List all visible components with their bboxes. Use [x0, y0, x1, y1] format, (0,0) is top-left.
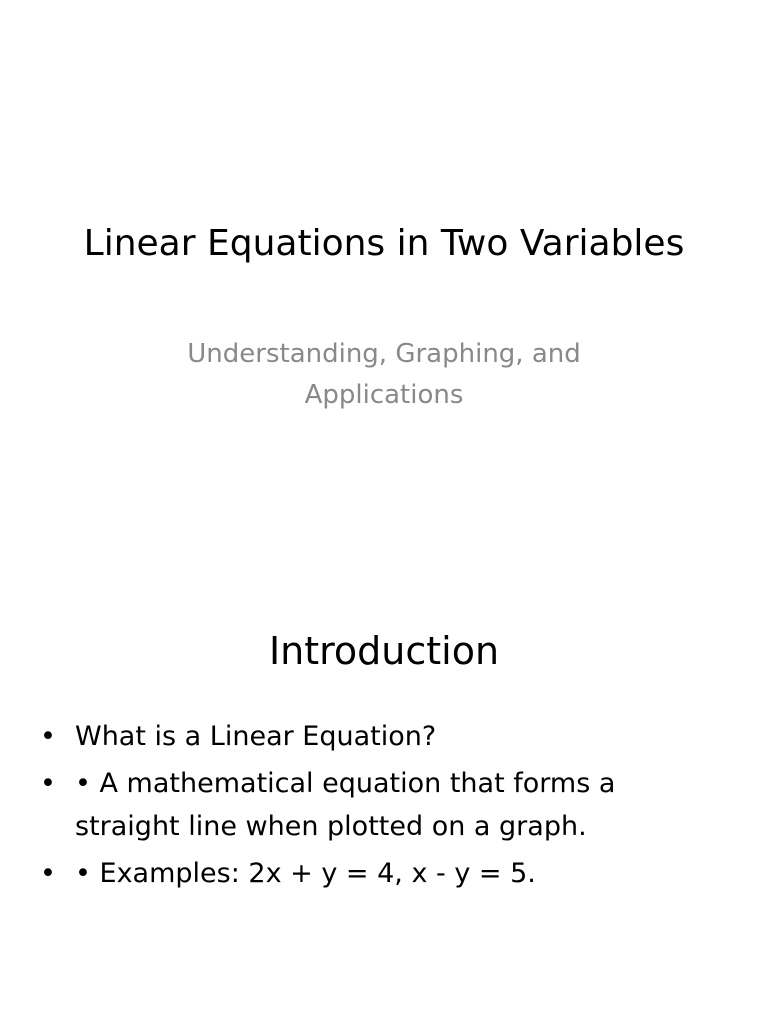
slide-heading: Introduction — [268, 629, 500, 673]
introduction-slide — [0, 576, 768, 1024]
slide-title: Linear Equations in Two Variables — [83, 223, 685, 264]
bullet-icon: • — [40, 721, 56, 752]
bullet-item — [40, 715, 680, 758]
bullet-text: • Examples: 2x + y = 4, x - y = 5. — [75, 858, 536, 889]
bullet-item — [40, 852, 680, 895]
bullet-text: What is a Linear Equation? — [75, 721, 437, 752]
bullet-icon: • — [40, 858, 56, 889]
slide-subtitle: Understanding, Graphing, and Applications — [187, 339, 581, 410]
bullet-item — [40, 762, 680, 848]
bullet-text: • A mathematical equation that forms a straight line when plotted on a graph. — [75, 768, 616, 842]
bullet-list — [40, 715, 680, 899]
bullet-icon: • — [40, 768, 56, 799]
